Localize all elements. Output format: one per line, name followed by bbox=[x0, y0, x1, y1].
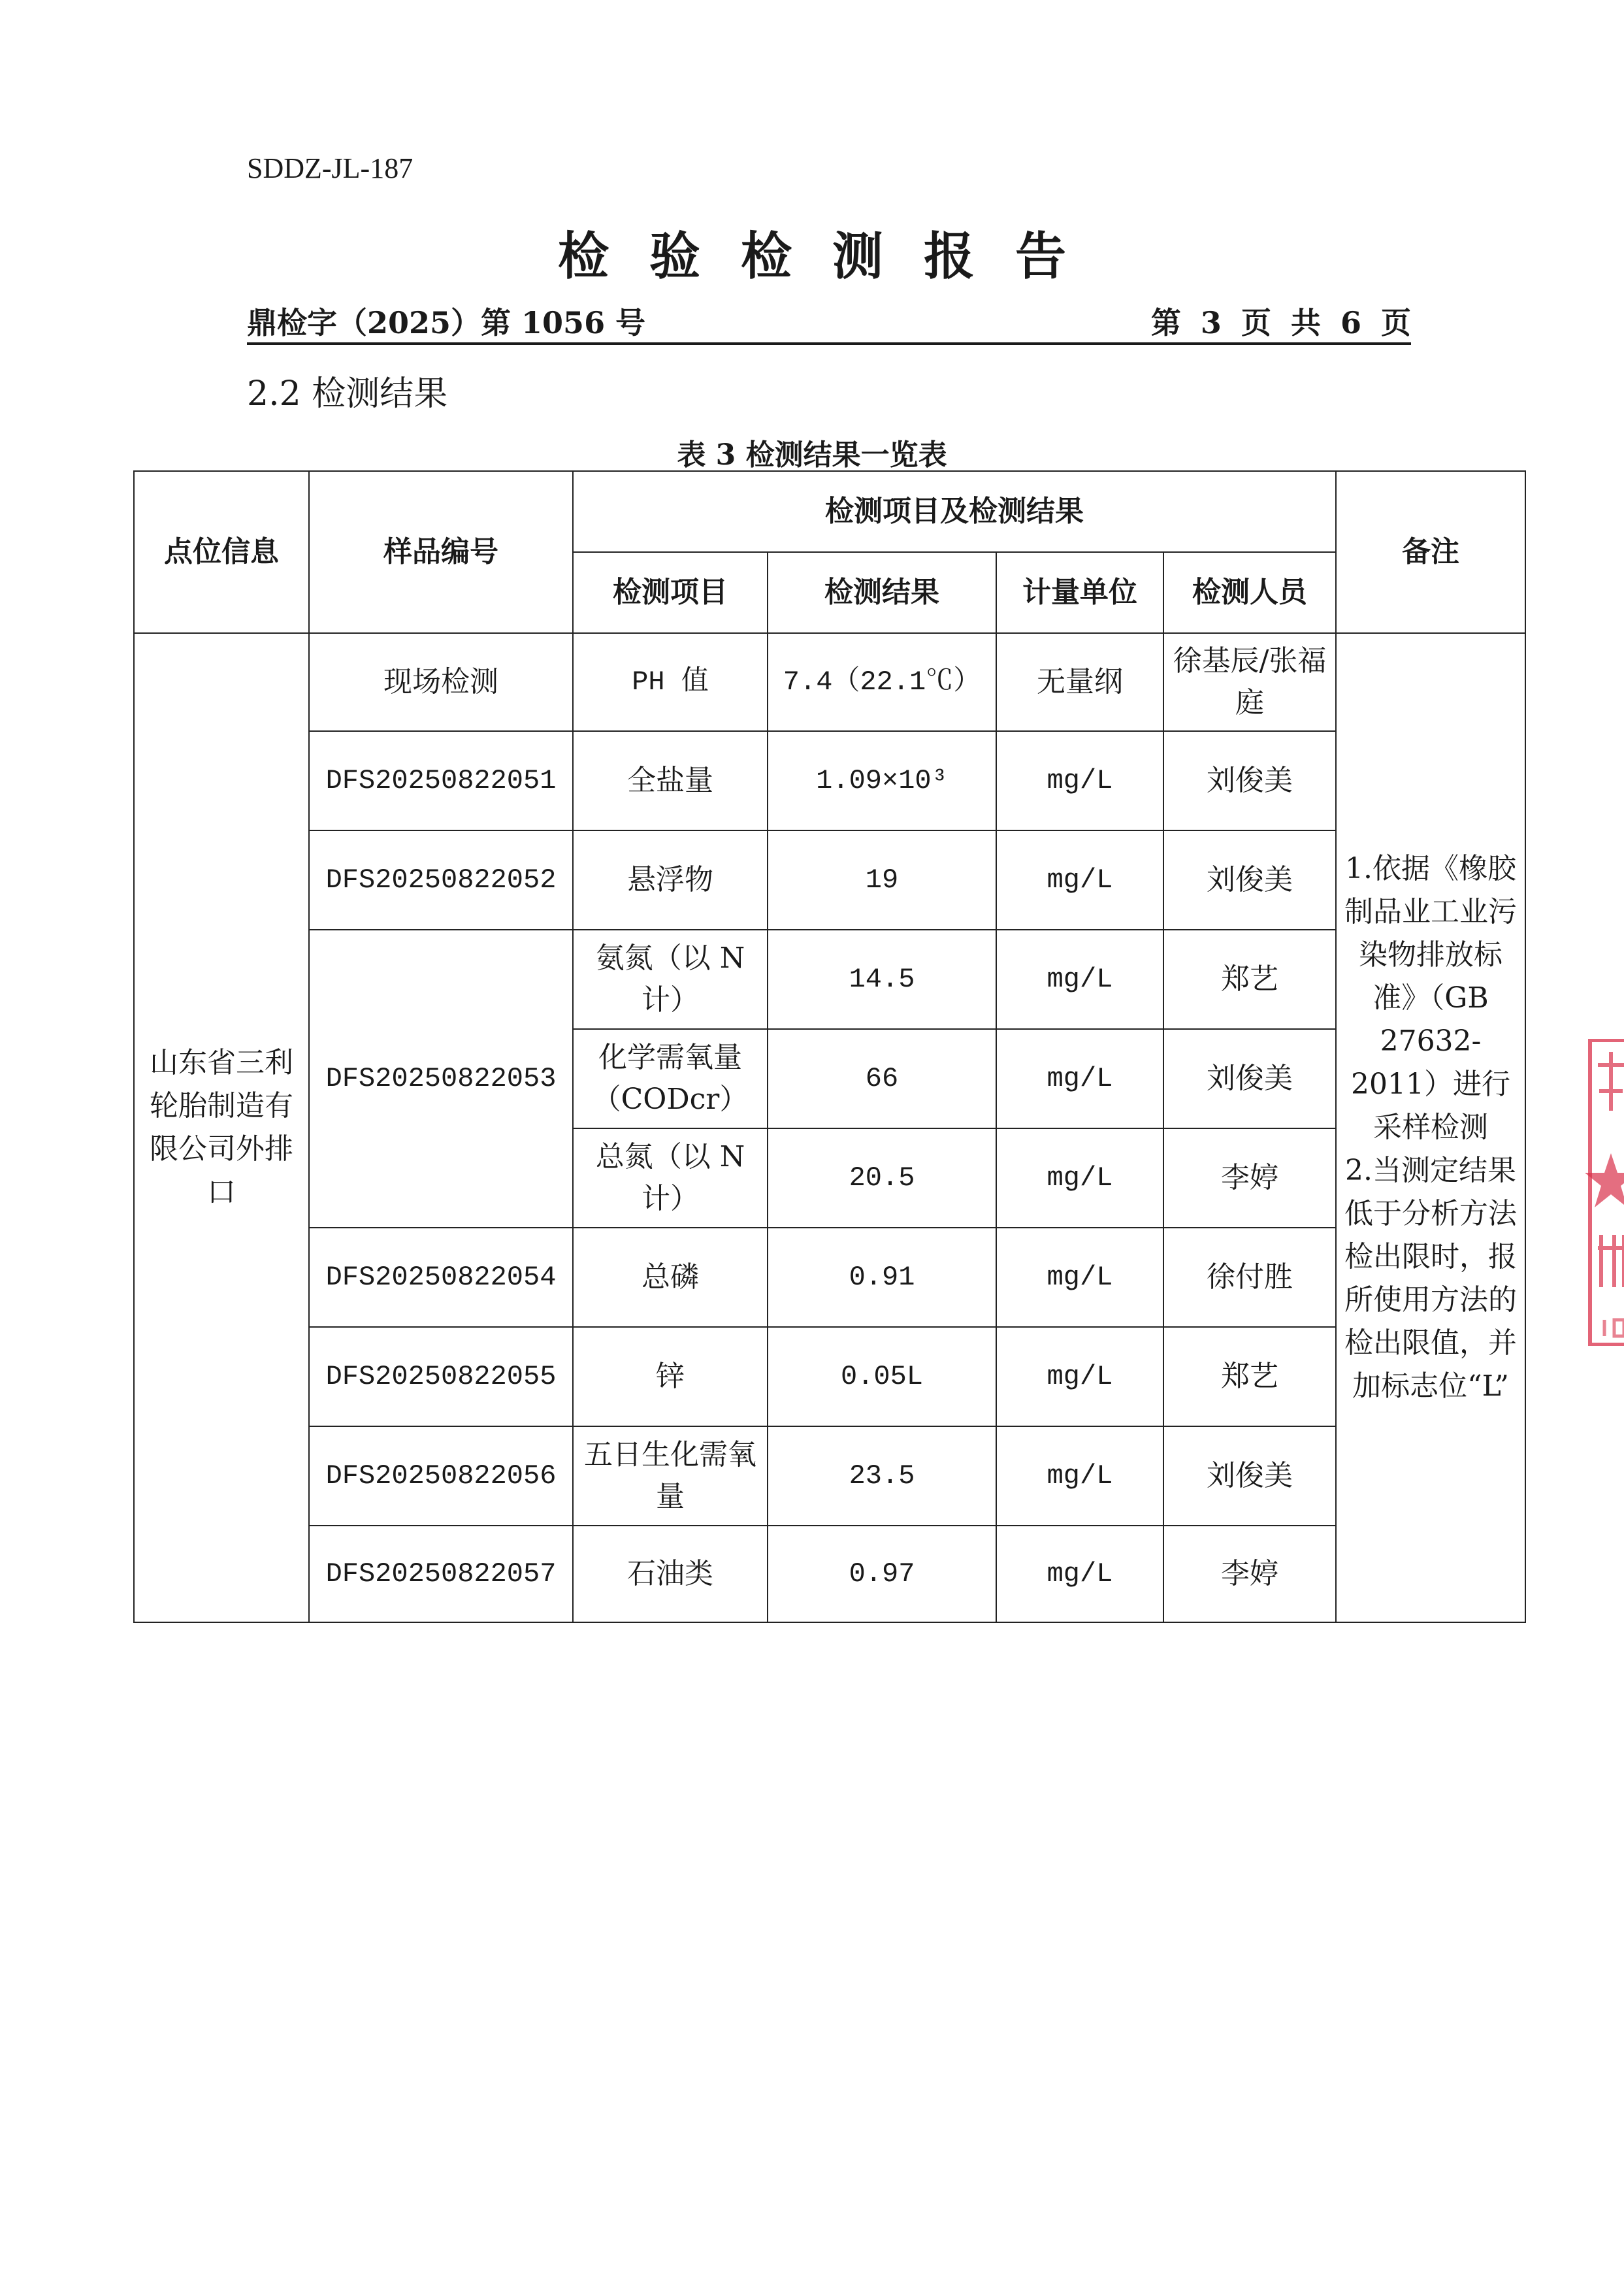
page-indicator: 第 3 页 共 6 页 bbox=[1150, 305, 1411, 340]
unit-cell: mg/L bbox=[996, 1327, 1163, 1426]
table-row bbox=[134, 1426, 1525, 1526]
report-title: 检验检测报告 bbox=[557, 227, 1107, 286]
result-cell: 1.09×10³ bbox=[768, 731, 996, 830]
table-row bbox=[134, 1327, 1525, 1426]
result-cell: 0.05L bbox=[768, 1327, 996, 1426]
unit-cell: mg/L bbox=[996, 1029, 1163, 1128]
results-table bbox=[133, 470, 1526, 1623]
report-reference-row bbox=[247, 299, 1411, 338]
result-cell: 0.97 bbox=[768, 1526, 996, 1622]
unit-cell: mg/L bbox=[996, 731, 1163, 830]
table-row bbox=[134, 633, 1525, 731]
report-number: 鼎检字（2025）第 1056 号 bbox=[247, 305, 646, 340]
document-code: SDDZ-JL-187 bbox=[247, 152, 414, 184]
item-cell: 总磷 bbox=[573, 1228, 768, 1327]
tester-cell: 刘俊美 bbox=[1163, 1426, 1336, 1526]
item-cell: 锌 bbox=[573, 1327, 768, 1426]
unit-cell: mg/L bbox=[996, 1228, 1163, 1327]
header-location: 点位信息 bbox=[134, 471, 309, 633]
seal-stamp-fragment bbox=[1585, 1039, 1624, 1346]
header-tester: 检测人员 bbox=[1163, 552, 1336, 633]
table-row bbox=[134, 1228, 1525, 1327]
header-remarks: 备注 bbox=[1336, 471, 1525, 633]
header-test-group: 检测项目及检测结果 bbox=[573, 471, 1336, 552]
table-row bbox=[134, 830, 1525, 930]
tester-cell: 徐付胜 bbox=[1163, 1228, 1336, 1327]
header-test-item: 检测项目 bbox=[573, 552, 768, 633]
tester-cell: 刘俊美 bbox=[1163, 1029, 1336, 1128]
table-row bbox=[134, 930, 1525, 1029]
sample-cell: DFS20250822054 bbox=[309, 1228, 573, 1327]
tester-cell: 刘俊美 bbox=[1163, 830, 1336, 930]
item-cell: 悬浮物 bbox=[573, 830, 768, 930]
remark-line: 1.依据《橡胶制品业工业污染物排放标准》（GB 27632-2011）进行采样检测 bbox=[1344, 852, 1517, 1144]
item-cell: 化学需氧量（CODcr） bbox=[573, 1029, 768, 1128]
sample-cell: DFS20250822051 bbox=[309, 731, 573, 830]
table-caption: 表 3 检测结果一览表 bbox=[677, 438, 947, 472]
item-cell: 总氮（以 N 计） bbox=[573, 1128, 768, 1228]
item-cell: 石油类 bbox=[573, 1526, 768, 1622]
table-row bbox=[134, 1526, 1525, 1622]
tester-cell: 李婷 bbox=[1163, 1526, 1336, 1622]
sample-cell: 现场检测 bbox=[309, 633, 573, 731]
header-sample-no: 样品编号 bbox=[309, 471, 573, 633]
sample-cell: DFS20250822053 bbox=[309, 930, 573, 1228]
unit-cell: 无量纲 bbox=[996, 633, 1163, 731]
location-cell: 山东省三利轮胎制造有限公司外排口 bbox=[134, 633, 309, 1622]
table-row bbox=[134, 731, 1525, 830]
unit-cell: mg/L bbox=[996, 830, 1163, 930]
tester-cell: 郑艺 bbox=[1163, 930, 1336, 1029]
result-cell: 0.91 bbox=[768, 1228, 996, 1327]
result-cell: 19 bbox=[768, 830, 996, 930]
item-cell: 氨氮（以 N 计） bbox=[573, 930, 768, 1029]
tester-cell: 刘俊美 bbox=[1163, 731, 1336, 830]
result-cell: 7.4（22.1℃） bbox=[768, 633, 996, 731]
sample-cell: DFS20250822052 bbox=[309, 830, 573, 930]
result-cell: 23.5 bbox=[768, 1426, 996, 1526]
header-unit: 计量单位 bbox=[996, 552, 1163, 633]
item-cell: 五日生化需氧量 bbox=[573, 1426, 768, 1526]
header-test-result: 检测结果 bbox=[768, 552, 996, 633]
header-divider bbox=[247, 342, 1411, 345]
sample-cell: DFS20250822056 bbox=[309, 1426, 573, 1526]
unit-cell: mg/L bbox=[996, 930, 1163, 1029]
remark-line: 2.当测定结果低于分析方法检出限时，报所使用方法的检出限值，并加标志位“L” bbox=[1344, 1154, 1517, 1403]
tester-cell: 徐基辰/张福庭 bbox=[1163, 633, 1336, 731]
tester-cell: 李婷 bbox=[1163, 1128, 1336, 1228]
remarks-cell bbox=[1336, 633, 1525, 1622]
section-title: 2.2 检测结果 bbox=[247, 374, 448, 414]
tester-cell: 郑艺 bbox=[1163, 1327, 1336, 1426]
result-cell: 14.5 bbox=[768, 930, 996, 1029]
unit-cell: mg/L bbox=[996, 1426, 1163, 1526]
result-cell: 66 bbox=[768, 1029, 996, 1128]
unit-cell: mg/L bbox=[996, 1526, 1163, 1622]
sample-cell: DFS20250822055 bbox=[309, 1327, 573, 1426]
result-cell: 20.5 bbox=[768, 1128, 996, 1228]
sample-cell: DFS20250822057 bbox=[309, 1526, 573, 1622]
item-cell: PH 值 bbox=[573, 633, 768, 731]
unit-cell: mg/L bbox=[996, 1128, 1163, 1228]
item-cell: 全盐量 bbox=[573, 731, 768, 830]
